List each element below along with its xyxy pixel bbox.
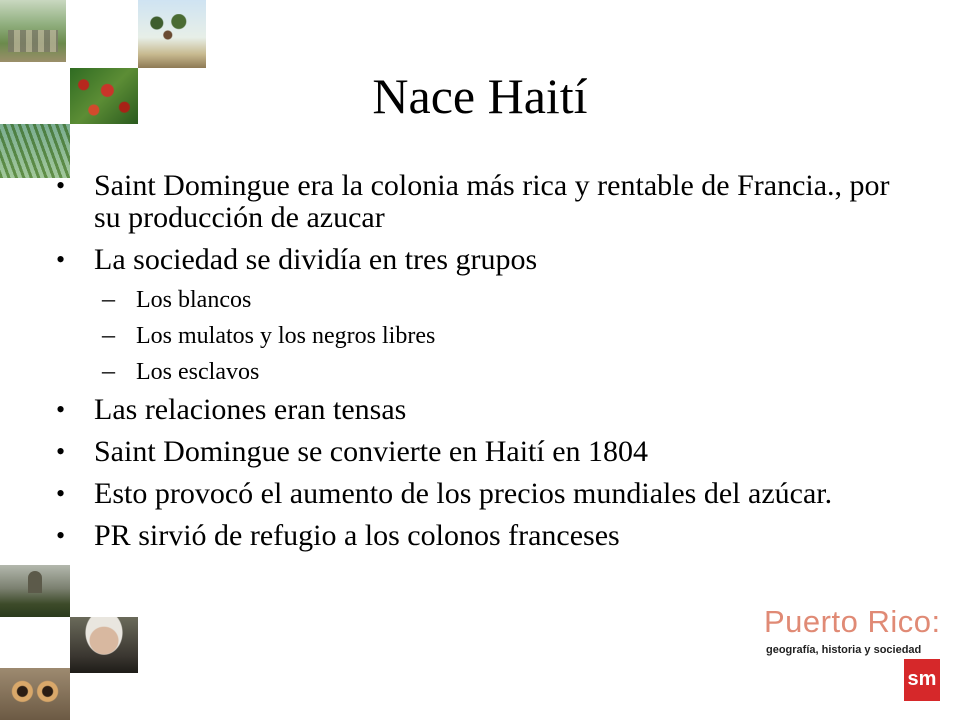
- bullet-text: Saint Domingue era la colonia más rica y rentable de Francia., por su producción de azucar: [94, 169, 890, 234]
- dash-icon: –: [102, 356, 115, 385]
- bullet-icon: •: [56, 479, 66, 508]
- bullet-item: [56, 170, 896, 234]
- bullet-icon: •: [56, 171, 66, 200]
- palm-trees-photo: [0, 0, 66, 62]
- bullet-item: [56, 520, 896, 552]
- sub-bullet-item: [56, 286, 896, 314]
- bullet-text: La sociedad se dividía en tres grupos: [94, 243, 538, 276]
- bullet-item: [56, 478, 896, 510]
- fortress-photo: [0, 565, 70, 617]
- tree-sky-photo: [138, 0, 206, 68]
- bullet-icon: •: [56, 521, 66, 550]
- bullet-item: [56, 244, 896, 276]
- portrait-photo: [70, 617, 138, 673]
- bullet-icon: •: [56, 395, 66, 424]
- bullet-text: Saint Domingue se convierte en Haití en 1804: [94, 435, 649, 468]
- brand-logo: [764, 604, 944, 708]
- sub-bullet-item: [56, 358, 896, 386]
- sub-bullet-text: Los esclavos: [136, 359, 260, 385]
- sub-bullet-text: Los blancos: [136, 287, 252, 313]
- bullet-item: [56, 394, 896, 426]
- sm-logo-icon: sm: [904, 659, 940, 701]
- bullet-icon: •: [56, 245, 66, 274]
- slide-title: Nace Haití: [372, 68, 588, 124]
- bullet-list: [56, 170, 896, 562]
- owl-photo: [0, 668, 70, 720]
- bullet-text: Las relaciones eran tensas: [94, 393, 407, 426]
- bullet-item: [56, 436, 896, 468]
- brand-tagline: geografía, historia y sociedad: [766, 644, 922, 656]
- sub-bullet-text: Los mulatos y los negros libres: [136, 323, 436, 349]
- bullet-text: PR sirvió de refugio a los colonos franceses: [94, 519, 620, 552]
- bullet-icon: •: [56, 437, 66, 466]
- dash-icon: –: [102, 284, 115, 313]
- brand-name: Puerto Rico:: [764, 604, 941, 639]
- dash-icon: –: [102, 320, 115, 349]
- bullet-text: Esto provocó el aumento de los precios mundiales del azúcar.: [94, 477, 833, 510]
- sub-bullet-item: [56, 322, 896, 350]
